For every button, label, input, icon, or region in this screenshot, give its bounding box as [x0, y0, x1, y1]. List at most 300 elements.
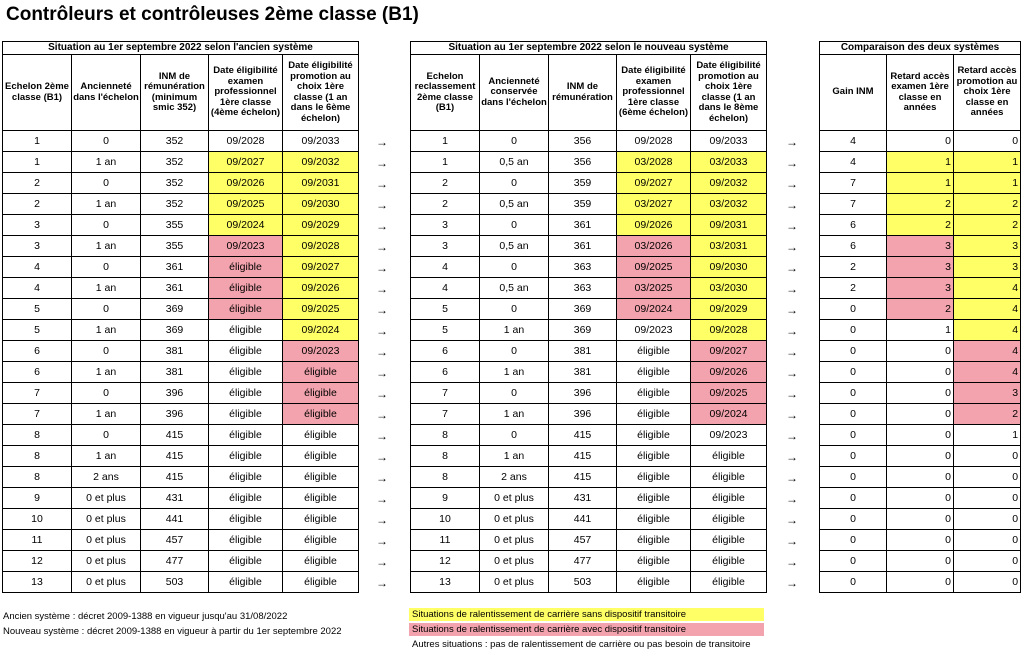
table-cell: 356 [549, 152, 617, 173]
table-cell: 09/2033 [691, 131, 767, 152]
table-cell: éligible [209, 341, 283, 362]
table-cell: 0 [887, 446, 954, 467]
table-row [411, 467, 767, 488]
table-cell: 0 [72, 173, 141, 194]
table-cell: éligible [209, 320, 283, 341]
header-anciennete-conservee: Ancienneté conservée dans l'échelon [480, 55, 549, 131]
table-cell: 3 [411, 236, 480, 257]
table-cell: 1 [411, 152, 480, 173]
table-cell: 396 [141, 383, 209, 404]
table-cell: 3 [954, 257, 1021, 278]
table-cell: 0 [954, 488, 1021, 509]
table-cell: 03/2026 [617, 236, 691, 257]
table-cell: 12 [3, 551, 72, 572]
header-promotion-date: Date éligibilité promotion au choix 1ère classe (1 an dans le 8ème échelon) [691, 55, 767, 131]
table-cell: 03/2032 [691, 194, 767, 215]
table-cell: 0 [820, 488, 887, 509]
table-row [411, 194, 767, 215]
arrow-right-icon: → [376, 429, 388, 443]
table-cell: 0 [820, 341, 887, 362]
arrow-right-icon: → [786, 198, 798, 212]
table-row [820, 404, 1021, 425]
table-row [820, 467, 1021, 488]
table-cell: éligible [283, 467, 359, 488]
table-cell: 09/2031 [691, 215, 767, 236]
table-cell: 1 [3, 131, 72, 152]
table-row [3, 530, 359, 551]
table-cell: 0 [820, 320, 887, 341]
table-row [3, 551, 359, 572]
table-cell: 4 [820, 131, 887, 152]
table-row [411, 320, 767, 341]
header-inm: INM de rémunération (minimum smic 352) [141, 55, 209, 131]
table-cell: 363 [549, 257, 617, 278]
table-row [820, 362, 1021, 383]
table-cell: 1 an [480, 446, 549, 467]
table-cell: 09/2025 [691, 383, 767, 404]
table-cell: 361 [549, 236, 617, 257]
table-row [3, 194, 359, 215]
table-cell: 0 [480, 173, 549, 194]
table-cell: 5 [3, 320, 72, 341]
table-cell: 2 [887, 215, 954, 236]
table-row [3, 425, 359, 446]
table-cell: 09/2024 [691, 404, 767, 425]
table-cell: éligible [691, 572, 767, 593]
arrow-right-icon: → [786, 492, 798, 506]
table-cell: 03/2030 [691, 278, 767, 299]
table-row [3, 572, 359, 593]
table-cell: 0 et plus [72, 551, 141, 572]
table-cell: 09/2024 [617, 299, 691, 320]
arrow-right-icon: → [786, 387, 798, 401]
table-cell: 3 [887, 278, 954, 299]
note-old-system: Ancien système : décret 2009-1388 en vigueur jusqu'au 31/08/2022 [3, 611, 288, 622]
table-cell: 369 [141, 299, 209, 320]
table-cell: 12 [411, 551, 480, 572]
table-row [411, 173, 767, 194]
table-cell: 09/2023 [283, 341, 359, 362]
table-row [3, 257, 359, 278]
table-cell: 2 ans [72, 467, 141, 488]
arrow-right-icon: → [376, 135, 388, 149]
table-cell: 0 et plus [480, 551, 549, 572]
table-cell: 415 [141, 446, 209, 467]
table-row [411, 425, 767, 446]
table-cell: éligible [209, 257, 283, 278]
arrow-right-icon: → [786, 576, 798, 590]
table-cell: 415 [549, 446, 617, 467]
table-cell: 5 [411, 320, 480, 341]
comparison-table [819, 41, 1021, 593]
table-cell: 2 [411, 173, 480, 194]
table-cell: 4 [411, 257, 480, 278]
table-row [820, 257, 1021, 278]
arrow-right-icon: → [786, 282, 798, 296]
table-cell: 2 [887, 299, 954, 320]
arrow-right-icon: → [376, 408, 388, 422]
table-cell: 415 [549, 425, 617, 446]
arrow-right-icon: → [376, 513, 388, 527]
table-row [411, 404, 767, 425]
table-cell: éligible [691, 446, 767, 467]
table-row [820, 572, 1021, 593]
table-row [411, 383, 767, 404]
table-cell: 1 [887, 152, 954, 173]
table-row [3, 215, 359, 236]
table-row [3, 131, 359, 152]
table-row [411, 152, 767, 173]
table-row [3, 509, 359, 530]
table-row [411, 341, 767, 362]
table-cell: éligible [283, 446, 359, 467]
table-cell: éligible [209, 467, 283, 488]
table-cell: 1 [887, 173, 954, 194]
table-cell: 2 [411, 194, 480, 215]
table-cell: 0 [72, 341, 141, 362]
table-row [820, 299, 1021, 320]
table-cell: 0 [72, 299, 141, 320]
table-cell: 03/2031 [691, 236, 767, 257]
table-row [3, 362, 359, 383]
table-cell: 369 [141, 320, 209, 341]
old-system-caption: Situation au 1er septembre 2022 selon l'ancien système [3, 42, 359, 55]
table-cell: 13 [411, 572, 480, 593]
table-cell: 0 [887, 404, 954, 425]
arrow-right-icon: → [376, 219, 388, 233]
arrow-right-icon: → [786, 513, 798, 527]
table-cell: 7 [820, 173, 887, 194]
table-cell: 0 [954, 131, 1021, 152]
table-cell: 0 [954, 530, 1021, 551]
table-cell: 11 [3, 530, 72, 551]
table-row [3, 446, 359, 467]
table-cell: 6 [411, 362, 480, 383]
arrow-right-icon: → [376, 156, 388, 170]
table-cell: 6 [411, 341, 480, 362]
table-cell: 1 an [72, 152, 141, 173]
table-cell: 431 [549, 488, 617, 509]
table-cell: 09/2023 [209, 236, 283, 257]
table-cell: 381 [549, 341, 617, 362]
table-cell: 09/2032 [283, 152, 359, 173]
table-row [411, 278, 767, 299]
table-cell: 1 [954, 173, 1021, 194]
table-cell: 03/2033 [691, 152, 767, 173]
table-cell: 3 [887, 257, 954, 278]
table-cell: 1 an [72, 404, 141, 425]
table-cell: 0 [887, 488, 954, 509]
table-cell: éligible [209, 362, 283, 383]
table-cell: 09/2028 [209, 131, 283, 152]
arrow-right-icon: → [786, 450, 798, 464]
table-cell: 6 [820, 236, 887, 257]
header-promotion-date: Date éligibilité promotion au choix 1ère classe (1 an dans le 6ème échelon) [283, 55, 359, 131]
table-row [820, 425, 1021, 446]
table-cell: 7 [411, 383, 480, 404]
table-cell: 0 et plus [72, 509, 141, 530]
table-row [820, 131, 1021, 152]
arrow-right-icon: → [376, 450, 388, 464]
arrow-right-icon: → [376, 576, 388, 590]
table-cell: 1 an [72, 278, 141, 299]
table-cell: 8 [3, 425, 72, 446]
table-row [820, 320, 1021, 341]
table-cell: 4 [954, 299, 1021, 320]
page-title: Contrôleurs et contrôleuses 2ème classe (B1) [6, 4, 419, 25]
table-cell: 352 [141, 131, 209, 152]
table-row [411, 488, 767, 509]
table-cell: éligible [691, 488, 767, 509]
table-cell: 09/2029 [691, 299, 767, 320]
table-cell: 09/2024 [209, 215, 283, 236]
table-cell: 09/2030 [283, 194, 359, 215]
table-cell: 369 [549, 299, 617, 320]
table-cell: 09/2027 [209, 152, 283, 173]
table-cell: 09/2024 [283, 320, 359, 341]
table-row [3, 320, 359, 341]
table-row [411, 257, 767, 278]
table-cell: 0 [820, 299, 887, 320]
table-row [820, 152, 1021, 173]
table-cell: 0 [887, 509, 954, 530]
table-row [3, 404, 359, 425]
table-cell: 09/2023 [691, 425, 767, 446]
table-cell: 0,5 an [480, 152, 549, 173]
table-cell: 0 et plus [480, 530, 549, 551]
table-cell: éligible [209, 383, 283, 404]
table-cell: 4 [954, 278, 1021, 299]
table-cell: 4 [3, 278, 72, 299]
table-cell: 5 [3, 299, 72, 320]
table-cell: 396 [549, 404, 617, 425]
table-cell: 0 et plus [480, 509, 549, 530]
table-row [411, 236, 767, 257]
table-cell: éligible [209, 404, 283, 425]
table-cell: 1 an [72, 446, 141, 467]
table-cell: 0 [820, 404, 887, 425]
table-cell: 9 [3, 488, 72, 509]
table-cell: éligible [283, 425, 359, 446]
table-cell: 0 et plus [480, 488, 549, 509]
arrow-right-icon: → [786, 345, 798, 359]
header-retard-promotion: Retard accès promotion au choix 1ère classe en années [954, 55, 1021, 131]
table-cell: 13 [3, 572, 72, 593]
table-cell: 0 [72, 383, 141, 404]
table-cell: 0 [887, 341, 954, 362]
table-row [3, 236, 359, 257]
table-cell: 3 [954, 383, 1021, 404]
table-cell: 0 [480, 257, 549, 278]
table-cell: 415 [141, 425, 209, 446]
arrow-right-icon: → [376, 261, 388, 275]
table-cell: 3 [954, 236, 1021, 257]
comparison-caption: Comparaison des deux systèmes [820, 42, 1021, 55]
table-cell: 09/2028 [283, 236, 359, 257]
header-inm: INM de rémunération [549, 55, 617, 131]
table-cell: 457 [141, 530, 209, 551]
table-cell: 355 [141, 236, 209, 257]
table-cell: 1 an [480, 320, 549, 341]
table-cell: 4 [954, 362, 1021, 383]
table-cell: éligible [691, 530, 767, 551]
legend-pink: Situations de ralentissement de carrière avec dispositif transitoire [409, 623, 764, 636]
table-cell: 0 [887, 425, 954, 446]
table-cell: 4 [954, 341, 1021, 362]
table-cell: 09/2026 [617, 215, 691, 236]
arrow-right-icon: → [786, 555, 798, 569]
table-cell: 8 [3, 446, 72, 467]
arrow-right-icon: → [786, 429, 798, 443]
legend-other: Autres situations : pas de ralentissement de carrière ou pas besoin de transitoire [412, 639, 751, 650]
table-cell: 0,5 an [480, 236, 549, 257]
table-cell: 503 [549, 572, 617, 593]
table-cell: 7 [3, 404, 72, 425]
table-cell: 1 an [480, 404, 549, 425]
table-cell: 361 [141, 278, 209, 299]
table-row [3, 278, 359, 299]
table-row [820, 530, 1021, 551]
arrow-right-icon: → [376, 303, 388, 317]
table-cell: éligible [617, 551, 691, 572]
table-row [411, 362, 767, 383]
table-cell: 11 [411, 530, 480, 551]
table-cell: éligible [283, 362, 359, 383]
table-cell: éligible [617, 446, 691, 467]
arrow-right-icon: → [376, 471, 388, 485]
table-cell: 8 [411, 425, 480, 446]
arrow-right-icon: → [786, 534, 798, 548]
header-retard-examen: Retard accès examen 1ère classe en années [887, 55, 954, 131]
table-cell: 363 [549, 278, 617, 299]
table-cell: éligible [617, 383, 691, 404]
table-cell: 381 [549, 362, 617, 383]
table-cell: 0 [820, 467, 887, 488]
table-cell: éligible [283, 404, 359, 425]
table-cell: 1 [954, 152, 1021, 173]
table-cell: 361 [141, 257, 209, 278]
arrow-right-icon: → [786, 408, 798, 422]
table-cell: 1 an [72, 194, 141, 215]
table-cell: 441 [141, 509, 209, 530]
table-cell: 0 [72, 131, 141, 152]
table-cell: 10 [411, 509, 480, 530]
arrow-right-icon: → [376, 324, 388, 338]
table-row [820, 509, 1021, 530]
table-cell: 2 [954, 404, 1021, 425]
table-cell: 0 et plus [480, 572, 549, 593]
table-row [411, 299, 767, 320]
table-cell: 0 et plus [72, 572, 141, 593]
arrow-right-icon: → [376, 240, 388, 254]
table-cell: 0 [954, 446, 1021, 467]
table-cell: 0 [820, 509, 887, 530]
table-row [411, 572, 767, 593]
table-cell: 0 [820, 530, 887, 551]
header-echelon-reclassement: Echelon reclassement 2ème classe (B1) [411, 55, 480, 131]
table-cell: 381 [141, 362, 209, 383]
table-cell: éligible [617, 425, 691, 446]
table-cell: 10 [3, 509, 72, 530]
table-cell: 477 [141, 551, 209, 572]
table-cell: 0,5 an [480, 278, 549, 299]
table-cell: 356 [549, 131, 617, 152]
table-cell: 431 [141, 488, 209, 509]
table-cell: 457 [549, 530, 617, 551]
table-cell: 09/2031 [283, 173, 359, 194]
table-cell: 0 [887, 551, 954, 572]
table-row [3, 488, 359, 509]
table-cell: 359 [549, 173, 617, 194]
table-cell: 09/2026 [691, 362, 767, 383]
arrow-right-icon: → [376, 492, 388, 506]
table-row [820, 488, 1021, 509]
table-cell: 2 ans [480, 467, 549, 488]
table-cell: 1 [954, 425, 1021, 446]
header-examen-date: Date éligibilité examen professionnel 1ère classe (6ème échelon) [617, 55, 691, 131]
header-echelon: Echelon 2ème classe (B1) [3, 55, 72, 131]
arrow-right-icon: → [786, 324, 798, 338]
table-cell: 2 [820, 278, 887, 299]
table-cell: 9 [411, 488, 480, 509]
table-cell: 381 [141, 341, 209, 362]
table-cell: 396 [549, 383, 617, 404]
table-cell: 0 [480, 341, 549, 362]
arrow-right-icon: → [786, 135, 798, 149]
table-cell: éligible [209, 530, 283, 551]
table-cell: 0 [954, 509, 1021, 530]
arrow-right-icon: → [376, 177, 388, 191]
table-row [820, 215, 1021, 236]
table-row [820, 173, 1021, 194]
table-cell: éligible [209, 572, 283, 593]
table-cell: 415 [549, 467, 617, 488]
table-cell: éligible [691, 467, 767, 488]
table-row [820, 341, 1021, 362]
table-cell: éligible [691, 509, 767, 530]
arrow-right-icon: → [786, 366, 798, 380]
arrow-right-icon: → [786, 261, 798, 275]
table-row [820, 551, 1021, 572]
table-cell: éligible [283, 509, 359, 530]
table-row [411, 131, 767, 152]
arrow-right-icon: → [786, 219, 798, 233]
table-cell: 09/2025 [617, 257, 691, 278]
table-cell: 0 [480, 425, 549, 446]
table-cell: 03/2025 [617, 278, 691, 299]
table-cell: 3 [887, 236, 954, 257]
table-cell: 2 [820, 257, 887, 278]
table-cell: 09/2026 [209, 173, 283, 194]
table-row [3, 341, 359, 362]
table-cell: 2 [3, 173, 72, 194]
arrow-right-icon: → [376, 198, 388, 212]
table-cell: 0 [820, 425, 887, 446]
table-cell: 359 [549, 194, 617, 215]
table-row [411, 215, 767, 236]
table-cell: 4 [954, 320, 1021, 341]
table-cell: éligible [209, 509, 283, 530]
table-cell: éligible [617, 467, 691, 488]
table-cell: 09/2026 [283, 278, 359, 299]
arrow-column-2 [782, 132, 802, 594]
table-cell: éligible [283, 383, 359, 404]
table-cell: éligible [617, 509, 691, 530]
table-cell: 7 [411, 404, 480, 425]
table-cell: 0 [954, 572, 1021, 593]
arrow-right-icon: → [376, 387, 388, 401]
table-cell: 2 [954, 215, 1021, 236]
